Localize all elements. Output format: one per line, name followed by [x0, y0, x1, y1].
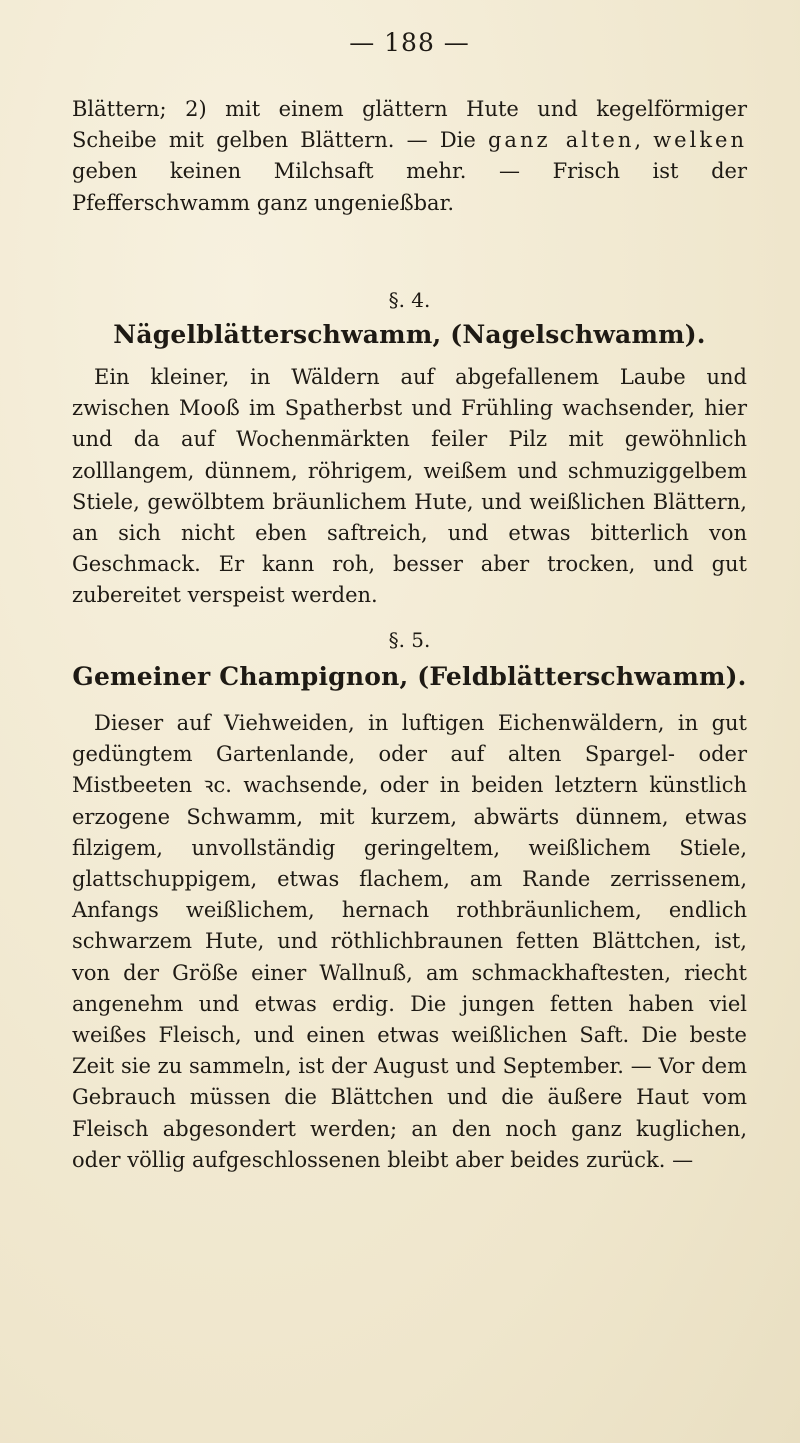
intro-text-part1: Blättern; 2) mit einem glättern Hute und kegelförmiger Scheibe mit gelben Blättern. — Die	[72, 97, 747, 153]
section-4-paragraph: Ein kleiner, in Wäldern auf abgefallenem Laube und zwischen Mooß im Spatherbst und Frühling wachsender, hier und da auf Wochenmärkten feiler Pilz mit gewöhnlich zolllangem, dünnem, röhrigem, weißem und schmuziggelbem Stiele, gewölbtem bräunlichem Hute, und weißlichen Blättern, an sich nicht eben saftreich, und etwas bitterlich von Geschmack. Er kann roh, besser aber trocken, und gut zubereitet verspeist werden.	[72, 365, 747, 608]
section-5-heading: Gemeiner Champignon, (Feldblätterschwamm).	[72, 662, 747, 691]
section-5-paragraph: Dieser auf Viehweiden, in luftigen Eichenwäldern, in gut gedüngtem Gartenlande, oder auf alten Spargel- oder Mistbeeten ꝛc. wachsende, oder in beiden letztern künstlich erzogene Schwamm, mit kurzem, abwärts dünnem, etwas filzigem, unvollständig geringeltem, weißlichem Stiele, glattschuppigem, etwas flachem, am Rande zerrissenem, Anfangs weißlichem, hernach rothbräunlichem, endlich schwarzem Hute, und röthlichbraunen fetten Blättchen, ist, von der Größe einer Wallnuß, am schmackhaftesten, riecht angenehm und etwas erdig. Die jungen fetten haben viel weißes Fleisch, und einen etwas weißlichen Saft. Die beste Zeit sie zu sammeln, ist der August und September. — Vor dem Gebrauch müssen die Blättchen und die äußere Haut vom Fleisch abgesondert werden; an den noch ganz kuglichen, oder völlig aufgeschlossenen bleibt aber beides zurück. —	[72, 711, 747, 1172]
intro-text-part2: ,	[634, 128, 654, 153]
book-page	[72, 0, 747, 1443]
intro-text-part3: geben keinen Milchsaft mehr. — Frisch ist der Pfefferschwamm ganz ungenießbar.	[72, 159, 747, 215]
intro-paragraph	[72, 94, 747, 219]
intro-emphasis-ganz-alten: ganz alten	[487, 128, 635, 153]
section-4-mark: §. 4.	[388, 288, 431, 312]
section-4-heading: Nägelblätterschwamm, (Nagelschwamm).	[113, 320, 706, 349]
intro-emphasis-welken: welken	[653, 128, 747, 153]
section-5-mark: §. 5.	[388, 628, 431, 652]
page-number: — 188 —	[349, 28, 470, 57]
